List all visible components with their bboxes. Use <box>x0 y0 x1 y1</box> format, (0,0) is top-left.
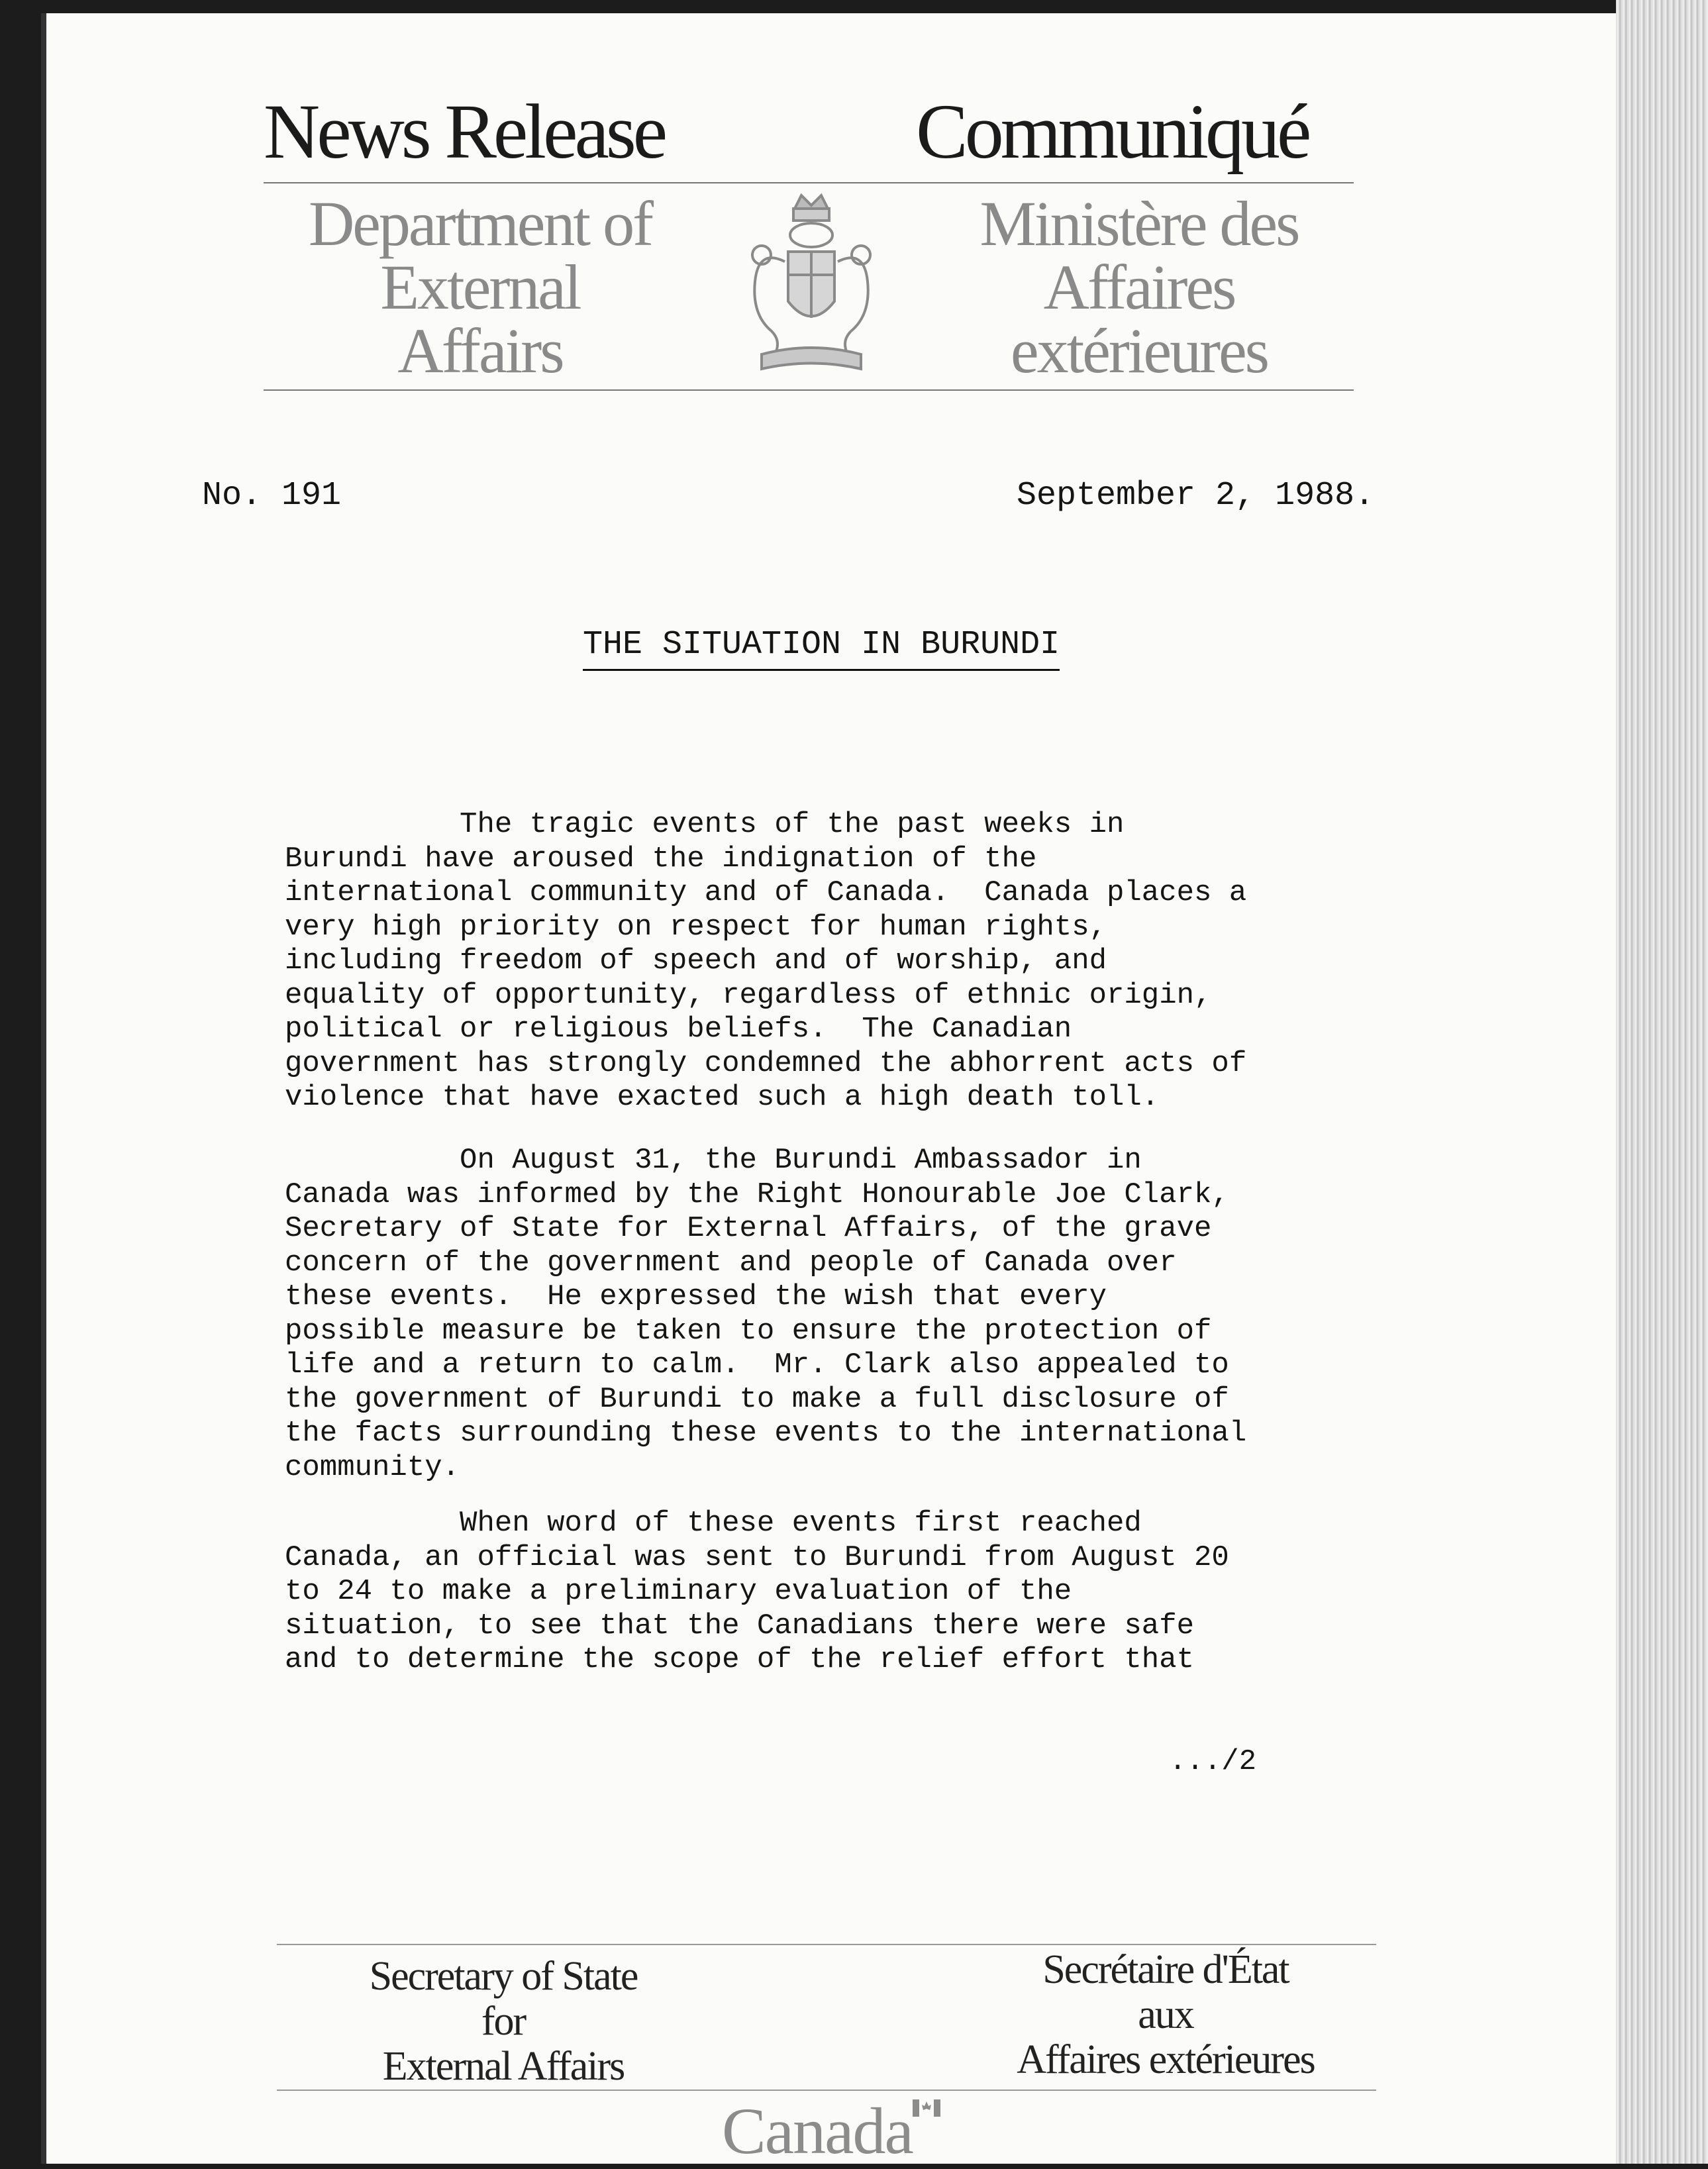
department-line: Affairs <box>397 315 563 386</box>
canada-wordmark: Canada <box>722 2094 913 2168</box>
release-number: No. 191 <box>202 477 342 515</box>
coat-of-arms-icon <box>742 189 881 381</box>
communique-heading: Communiqué <box>916 88 1309 175</box>
footer-line: Secrétaire d'État <box>1042 1947 1289 1992</box>
body-paragraph: When word of these events first reached Canada, an official was sent to Burundi from August 20 to 24 to make a preliminary evaluation of the situation, to see that the Canadians there were safe and to determine the scope of the relief effort that <box>285 1507 1229 1676</box>
release-title: THE SITUATION IN BURUNDI <box>583 626 1060 671</box>
canada-flag-icon <box>913 2099 940 2117</box>
footer-top-rule <box>277 1944 1376 1945</box>
news-release-heading: News Release <box>264 88 665 175</box>
footer-title-en <box>305 1954 702 2089</box>
page-stack-edge <box>1616 0 1708 2164</box>
department-line: Ministère des <box>980 188 1299 259</box>
footer-title-fr <box>954 1947 1378 2082</box>
footer-bottom-rule <box>277 2090 1376 2091</box>
continued-marker: .../2 <box>1169 1745 1257 1778</box>
department-line: Department of <box>308 188 652 259</box>
body-paragraph: The tragic events of the past weeks in Burundi have aroused the indignation of the international community and of Canada. Canada places a very high priority on respect for human rights, including freedom of speech and of worship, and equality of opportunity, regardless of ethnic origin, political or religious beliefs. The Canadian government has strongly condemned the abhorrent acts of violence that have exacted such a high death toll. <box>285 808 1247 1114</box>
department-line: Affaires <box>1043 252 1235 323</box>
release-date: September 2, 1988. <box>1017 477 1375 515</box>
department-name-en <box>265 188 695 386</box>
department-line: External <box>380 252 580 323</box>
header-top-rule <box>264 182 1354 183</box>
body-paragraph: On August 31, the Burundi Ambassador in Canada was informed by the Right Honourable Joe Clark, Secretary of State for External Affairs, of the grave concern of the government and people of Canada over these events. He expressed the wish that every possible measure be taken to ensure the protection of life and a return to calm. Mr. Clark also appealed to the government of Burundi to make a full disclosure of the facts surrounding these events to the international community. <box>285 1144 1247 1484</box>
footer-line: Affaires extérieures <box>1017 2037 1315 2082</box>
footer-line: aux <box>1138 1992 1193 2037</box>
department-name-fr <box>914 188 1364 386</box>
footer-line: External Affairs <box>382 2044 625 2089</box>
header-bottom-rule <box>264 389 1354 391</box>
footer-line: for <box>481 1999 526 2044</box>
department-line: extérieures <box>1010 315 1268 386</box>
footer-line: Secretary of State <box>369 1954 638 1999</box>
